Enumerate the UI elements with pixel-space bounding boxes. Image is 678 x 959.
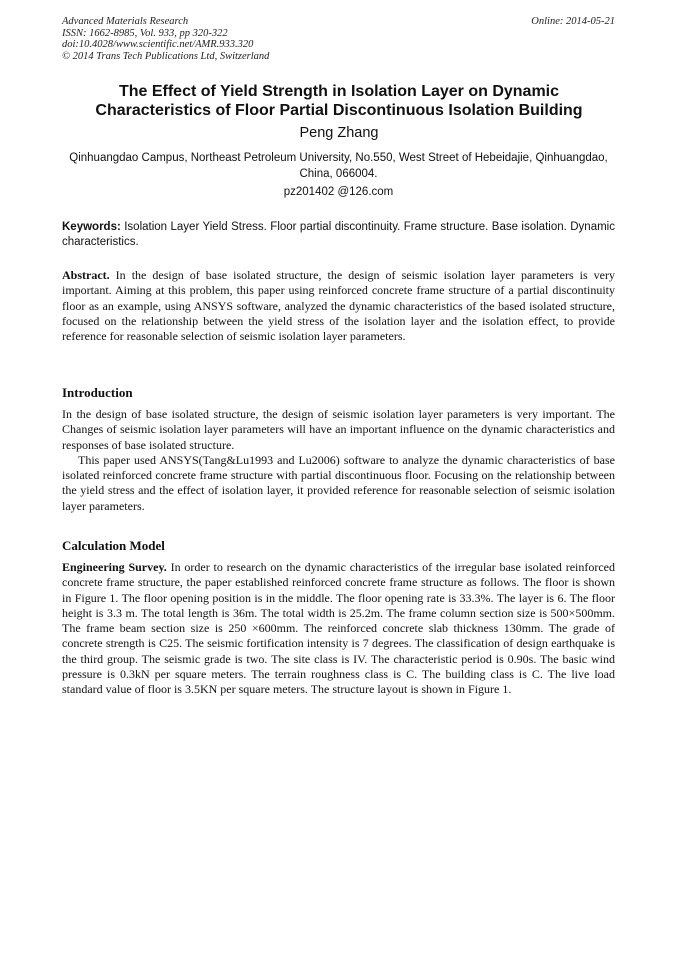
issn-line: ISSN: 1662-8985, Vol. 933, pp 320-322 [62, 27, 228, 39]
introduction-paragraph-1: In the design of base isolated structure, the design of seismic isolation layer parameters is very important. The Changes of seismic isolation layer parameters will have an important influence on the dynamic characteristics and responses of base isolated structure. [62, 407, 615, 452]
abstract-label: Abstract. [62, 268, 110, 282]
keywords-label: Keywords: [62, 221, 121, 233]
paper-title [40, 82, 638, 120]
title-line-2: Characteristics of Floor Partial Discontinuous Isolation Building [95, 102, 583, 119]
abstract-paragraph [62, 268, 615, 344]
author-email: pz201402 @126.com [283, 186, 394, 198]
calculation-model-heading: Calculation Model [62, 538, 165, 553]
abstract-text: In the design of base isolated structure, the design of seismic isolation layer parameters is very important. Aiming at this problem, this paper using reinforced concrete frame structure of a partial discontinuity floor as an example, using ANSYS software, analyzed the dynamic characteristics of the based isolated structure, focused on the relationship between the yield stress of the isolation layer and the isolation effect, to provide reference for reasonable selection of seismic isolation layer parameters. [62, 268, 615, 344]
calculation-model-section [62, 538, 615, 698]
copyright-line: © 2014 Trans Tech Publications Ltd, Switzerland [62, 50, 270, 62]
abstract [62, 268, 615, 344]
engineering-survey-paragraph [62, 560, 615, 698]
engineering-survey-label: Engineering Survey. [62, 560, 167, 574]
affiliation: Qinhuangdao Campus, Northeast Petroleum University, No.550, West Street of Hebeidajie, Qinhuangdao, China, 066004. [69, 152, 608, 180]
introduction-paragraph-2: This paper used ANSYS(Tang&Lu1993 and Lu2006) software to analyze the dynamic characteristics of base isolated reinforced concrete frame structure with partial discontinuous floor. Focusing on the relationship between the yield stress and the effect of isolation layer, it provided reference for reasonable selection of seismic isolation layer parameters. [62, 452, 615, 513]
author-name: Peng Zhang [299, 125, 379, 141]
journal-header [62, 16, 615, 62]
introduction-section [62, 385, 615, 514]
engineering-survey-text: In order to research on the dynamic characteristics of the irregular base isolated reinforced concrete frame structure, the paper established reinforced concrete frame structure as follows. The floor is shown in Figure 1. The floor opening position is in the middle. The floor opening rate is 33.3%. The layer is 6. The floor height is 3.3 m. The total length is 36m. The total width is 25.2m. The frame column section size is 500×500mm. The frame beam section size is 250 ×600mm. The reinforced concrete slab thickness 130mm. The grade of concrete strength is C25. The seismic fortification intensity is 7 degrees. The classification of design earthquake is the third group. The seismic grade is two. The site class is IV. The characteristic period is 0.90s. The basic wind pressure is 0.3kN per square meters. The terrain roughness class is C. The building class is C. The live load standard value of floor is 3.5KN per square meters. The structure layout is shown in Figure 1. [62, 560, 615, 697]
introduction-heading: Introduction [62, 385, 133, 400]
keywords-text: Isolation Layer Yield Stress. Floor partial discontinuity. Frame structure. Base isolation. Dynamic characteristics. [62, 221, 615, 248]
online-date: Online: 2014-05-21 [531, 16, 615, 27]
doi-line: doi:10.4028/www.scientific.net/AMR.933.320 [62, 39, 254, 50]
journal-name: Advanced Materials Research [62, 16, 189, 27]
keywords [62, 220, 615, 249]
title-line-1: The Effect of Yield Strength in Isolation Layer on Dynamic [118, 83, 560, 100]
